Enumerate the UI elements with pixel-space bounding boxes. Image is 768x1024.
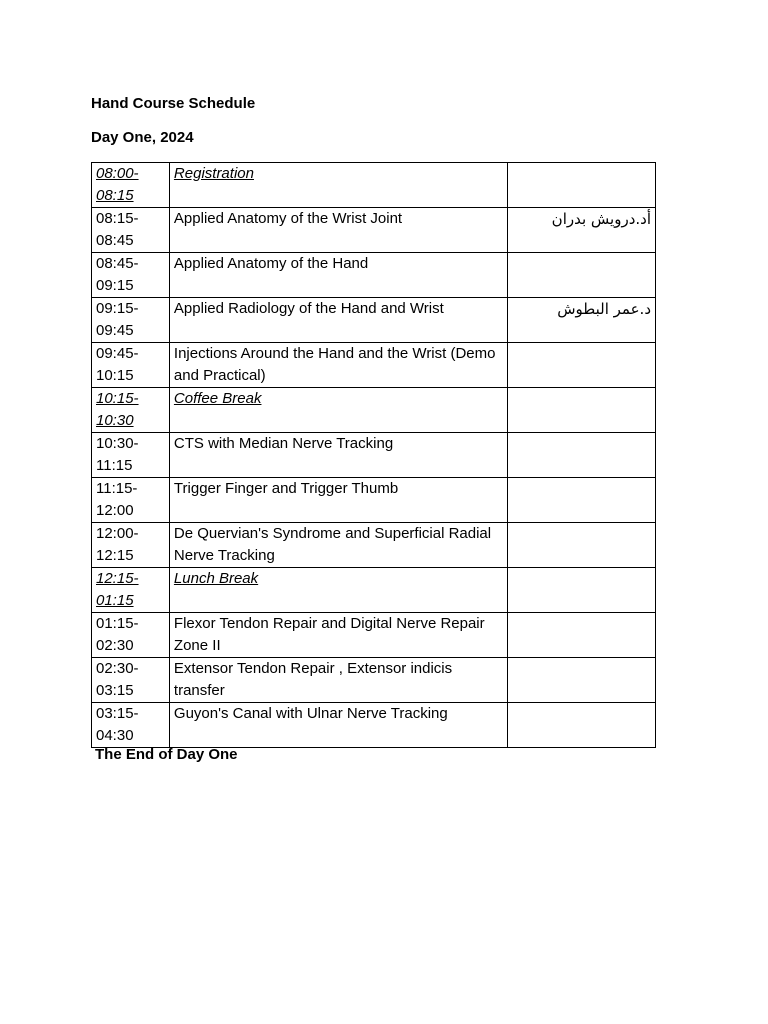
schedule-row bbox=[92, 703, 656, 748]
time-cell bbox=[92, 613, 170, 658]
time-start: 12:00- bbox=[96, 525, 139, 542]
lecturer-cell bbox=[508, 163, 656, 208]
time-start: 11:15- bbox=[96, 480, 138, 497]
time-cell bbox=[92, 658, 170, 703]
lecturer-cell bbox=[508, 478, 656, 523]
time-start: 10:30- bbox=[96, 435, 139, 452]
end-note: The End of Day One bbox=[95, 746, 238, 763]
time-start: 09:15- bbox=[96, 300, 139, 317]
time-end: 11:15 bbox=[96, 457, 133, 474]
time-start: 10:15- bbox=[96, 390, 139, 407]
topic-text: Coffee Break bbox=[173, 390, 262, 407]
time-start: 01:15- bbox=[96, 615, 139, 632]
topic-text: Injections Around the Hand and the Wrist (Demo and Practical) bbox=[173, 345, 496, 384]
schedule-row bbox=[92, 523, 656, 568]
time-end: 09:15 bbox=[96, 277, 134, 294]
schedule-row bbox=[92, 253, 656, 298]
time-end: 01:15 bbox=[96, 592, 134, 609]
topic-cell bbox=[169, 433, 507, 478]
lecturer-cell bbox=[508, 613, 656, 658]
topic-cell bbox=[169, 388, 507, 433]
lecturer-cell bbox=[508, 568, 656, 613]
schedule-row bbox=[92, 298, 656, 343]
lecturer-cell bbox=[508, 658, 656, 703]
lecturer-cell bbox=[508, 343, 656, 388]
time-cell bbox=[92, 703, 170, 748]
time-start: 08:15- bbox=[96, 210, 139, 227]
schedule-row bbox=[92, 478, 656, 523]
time-end: 10:15 bbox=[96, 367, 134, 384]
time-end: 04:30 bbox=[96, 727, 134, 744]
topic-text: Flexor Tendon Repair and Digital Nerve Repair Zone II bbox=[173, 615, 485, 654]
topic-cell bbox=[169, 343, 507, 388]
topic-cell bbox=[169, 163, 507, 208]
time-start: 03:15- bbox=[96, 705, 139, 722]
time-cell bbox=[92, 433, 170, 478]
lecturer-cell bbox=[508, 253, 656, 298]
lecturer-cell bbox=[508, 208, 656, 253]
time-cell bbox=[92, 568, 170, 613]
schedule-row-break bbox=[92, 568, 656, 613]
topic-cell bbox=[169, 613, 507, 658]
day-title: Day One, 2024 bbox=[91, 129, 194, 146]
page-title: Hand Course Schedule bbox=[91, 95, 256, 112]
topic-text: CTS with Median Nerve Tracking bbox=[173, 435, 394, 452]
topic-text: Extensor Tendon Repair , Extensor indicis transfer bbox=[173, 660, 453, 699]
time-start: 02:30- bbox=[96, 660, 139, 677]
time-cell bbox=[92, 478, 170, 523]
time-start: 08:45- bbox=[96, 255, 139, 272]
topic-text: Trigger Finger and Trigger Thumb bbox=[173, 480, 399, 497]
schedule-table bbox=[91, 162, 656, 748]
topic-cell bbox=[169, 253, 507, 298]
time-cell bbox=[92, 253, 170, 298]
schedule-row bbox=[92, 208, 656, 253]
topic-cell bbox=[169, 703, 507, 748]
schedule-row bbox=[92, 658, 656, 703]
lecturer-cell bbox=[508, 298, 656, 343]
topic-text: De Quervian's Syndrome and Superficial Radial Nerve Tracking bbox=[173, 525, 492, 564]
time-cell bbox=[92, 523, 170, 568]
lecturer-cell bbox=[508, 523, 656, 568]
schedule-row bbox=[92, 343, 656, 388]
time-end: 12:15 bbox=[96, 547, 134, 564]
lecturer-cell bbox=[508, 388, 656, 433]
topic-text: Applied Anatomy of the Hand bbox=[173, 255, 369, 272]
topic-cell bbox=[169, 298, 507, 343]
topic-cell bbox=[169, 208, 507, 253]
time-cell bbox=[92, 298, 170, 343]
lecturer-name: د.عمر البطوش bbox=[557, 300, 651, 318]
topic-text: Applied Anatomy of the Wrist Joint bbox=[173, 210, 403, 227]
topic-text: Guyon's Canal with Ulnar Nerve Tracking bbox=[173, 705, 448, 722]
time-end: 10:30 bbox=[96, 412, 134, 429]
time-end: 03:15 bbox=[96, 682, 134, 699]
schedule-row-break bbox=[92, 388, 656, 433]
topic-text: Registration bbox=[173, 165, 254, 182]
lecturer-cell bbox=[508, 703, 656, 748]
time-start: 09:45- bbox=[96, 345, 139, 362]
time-end: 08:45 bbox=[96, 232, 134, 249]
time-end: 08:15 bbox=[96, 187, 134, 204]
lecturer-name: أد.درويش بدران bbox=[551, 210, 651, 228]
schedule-row-break bbox=[92, 163, 656, 208]
time-start: 08:00- bbox=[96, 165, 139, 182]
time-end: 12:00 bbox=[96, 502, 134, 519]
time-cell bbox=[92, 208, 170, 253]
topic-text: Lunch Break bbox=[173, 570, 259, 587]
schedule-body bbox=[92, 163, 656, 748]
time-cell bbox=[92, 163, 170, 208]
schedule-row bbox=[92, 613, 656, 658]
topic-cell bbox=[169, 658, 507, 703]
topic-cell bbox=[169, 523, 507, 568]
time-end: 02:30 bbox=[96, 637, 134, 654]
time-start: 12:15- bbox=[96, 570, 139, 587]
topic-cell bbox=[169, 568, 507, 613]
topic-cell bbox=[169, 478, 507, 523]
time-cell bbox=[92, 343, 170, 388]
time-end: 09:45 bbox=[96, 322, 134, 339]
topic-text: Applied Radiology of the Hand and Wrist bbox=[173, 300, 444, 317]
lecturer-cell bbox=[508, 433, 656, 478]
time-cell bbox=[92, 388, 170, 433]
schedule-row bbox=[92, 433, 656, 478]
